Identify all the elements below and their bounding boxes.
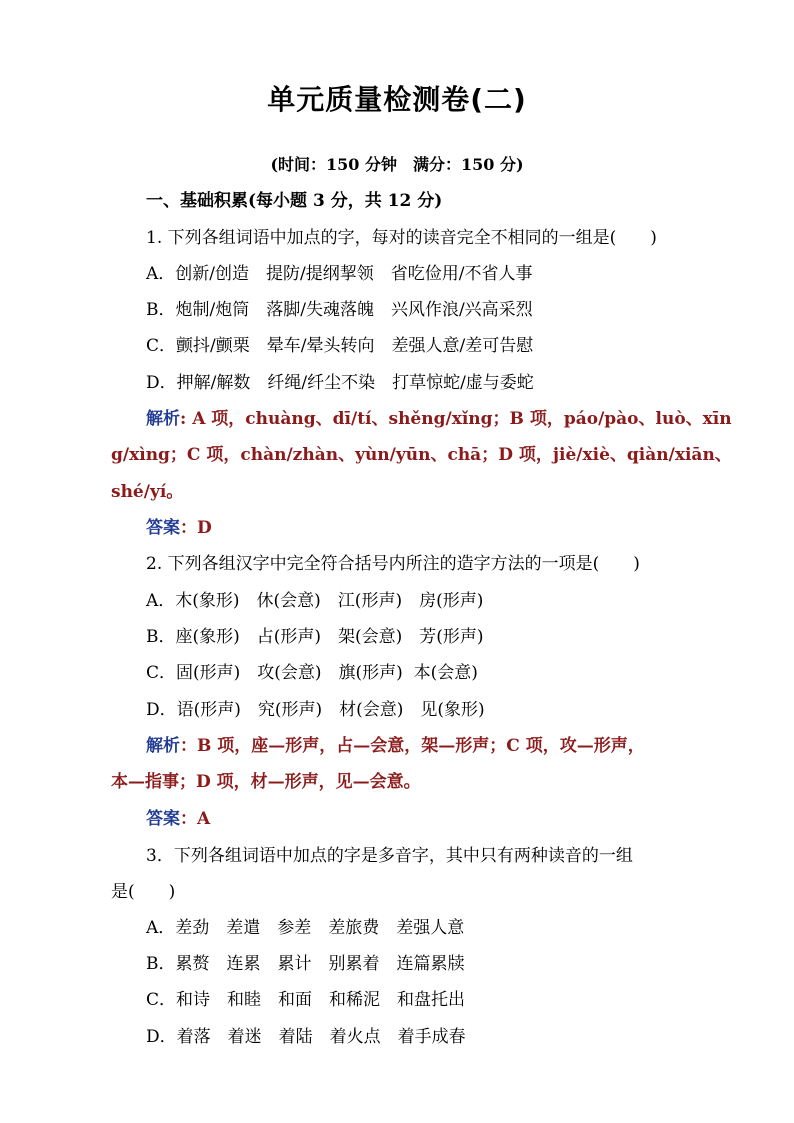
- question-2-stem: 2. 下列各组汉字中完全符合括号内所注的造字方法的一项是( ): [146, 554, 640, 574]
- question-2-answer: [146, 808, 210, 830]
- question-2-option-a: A．木(象形) 休(会意) 江(形声) 房(形声): [146, 591, 484, 611]
- analysis-text: ：B 项，座—形声，占—会意，架—形声；C 项，攻—形声，: [180, 736, 645, 756]
- answer-value: ：D: [180, 518, 212, 538]
- question-3-option-b: B．累赘 连累 累计 别累着 连篇累牍: [146, 954, 465, 974]
- question-3-option-d: D．着落 着迷 着陆 着火点 着手成春: [146, 1027, 466, 1047]
- question-2-option-b: B．座(象形) 占(形声) 架(会意) 芳(形声): [146, 627, 484, 647]
- answer-label: 答案: [146, 518, 180, 538]
- question-3-stem-line2: 是( ): [111, 882, 176, 902]
- section-heading: 一、基础积累(每小题 3 分，共 12 分): [146, 191, 443, 211]
- question-2-analysis-line2: 本—指事；D 项，材—形声，见—会意。: [111, 772, 421, 792]
- question-2-analysis: [146, 735, 645, 757]
- question-1-option-b: B．炮制/炮筒 落脚/失魂落魄 兴风作浪/兴高采烈: [146, 300, 533, 320]
- analysis-label: 解析: [146, 409, 180, 429]
- analysis-label: 解析: [146, 736, 180, 756]
- question-1-analysis-line3: shé/yí。: [111, 482, 184, 502]
- question-1-option-d: D．押解/解数 纤绳/纤尘不染 打草惊蛇/虚与委蛇: [146, 373, 534, 393]
- analysis-text: : A 项，chuàng、dī/tí、shěng/xǐng；B 项，páo/pào、luò、xīn: [180, 409, 732, 429]
- question-1-analysis-line2: g/xìng；C 项，chàn/zhàn、yùn/yūn、chā；D 项，jiè/xiè、qiàn/xiān、: [111, 445, 732, 465]
- question-1-stem: 1. 下列各组词语中加点的字，每对的读音完全不相同的一组是( ): [146, 228, 657, 248]
- question-3-option-a: A．差劲 差遣 参差 差旅费 差强人意: [146, 918, 465, 938]
- question-1-analysis: [146, 408, 732, 430]
- exam-info: (时间：150 分钟 满分：150 分): [270, 155, 524, 174]
- question-1-answer: [146, 517, 212, 539]
- question-2-option-d: D．语(形声) 究(形声) 材(会意) 见(象形): [146, 700, 485, 720]
- answer-label: 答案: [146, 809, 180, 829]
- answer-value: ：A: [180, 809, 211, 829]
- page-title: 单元质量检测卷(二): [267, 83, 527, 116]
- question-3-stem: 3．下列各组词语中加点的字是多音字，其中只有两种读音的一组: [146, 846, 633, 866]
- question-1-option-a: A．创新/创造 提防/提纲挈领 省吃俭用/不省人事: [146, 264, 533, 284]
- question-3-option-c: C．和诗 和睦 和面 和稀泥 和盘托出: [146, 990, 466, 1010]
- question-1-option-c: C．颤抖/颤栗 晕车/晕头转向 差强人意/差可告慰: [146, 336, 534, 356]
- question-2-option-c: C．固(形声) 攻(会意) 旗(形声) 本(会意): [146, 663, 478, 683]
